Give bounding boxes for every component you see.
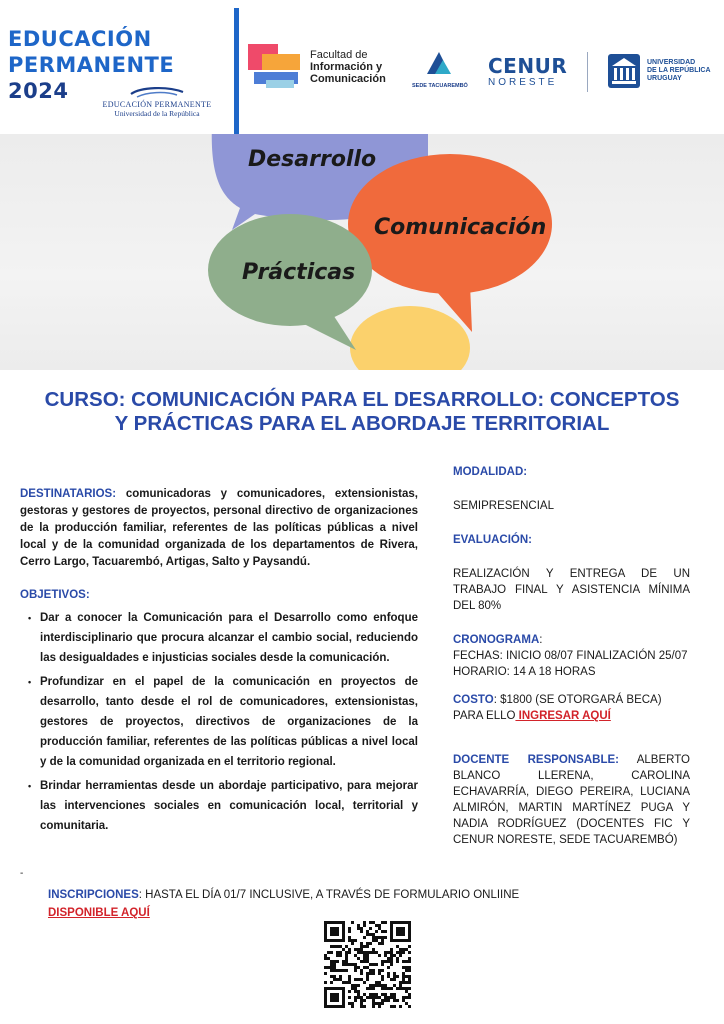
educacion-permanente-logo: EDUCACIÓN PERMANENTE Universidad de la República (98, 86, 216, 118)
horario: HORARIO: 14 A 18 HORAS (453, 666, 596, 678)
qr-code-icon[interactable] (324, 921, 411, 1008)
objetivos-label: OBJETIVOS: (20, 589, 90, 601)
list-item: • Profundizar en el papel de la comunicación en proyectos de desarrollo, tanto desde el rol de comunicadores, extensionistas, gestores de proyectos, directivos de organizaciones de la producción familiar, referentes de las políticas públicas a nivel local y de la comunidad organizada en el territorio regional. (40, 672, 418, 772)
costo-section (453, 692, 690, 724)
udelar-logo: UNIVERSIDAD DE LA REPÚBLICA URUGUAY (608, 54, 711, 88)
bubble-word-practicas: Prácticas (242, 260, 356, 285)
destinatarios (20, 486, 418, 571)
educacion-permanente-title: EDUCACIÓN PERMANENTE 2024 (8, 27, 175, 103)
logo-separator (587, 52, 588, 92)
disponible-aqui-link[interactable]: DISPONIBLE AQUÍ (48, 907, 150, 919)
inscripciones (48, 886, 519, 922)
ingresar-aqui-link[interactable]: INGRESAR AQUÍ (515, 710, 611, 722)
destinatarios-text: comunicadoras y comunicadores, extensionistas, gestoras y gestores de proyectos, personal directivo de organizaciones de la producción familiar, referentes de las políticas públicas a nivel local y de la comunidad organizada de los departamentos de Rivera, Cerro Largo, Tacuarembó, Artigas, Salto y Paysandú. (20, 488, 418, 568)
right-column (453, 464, 690, 860)
speech-bubbles-banner (0, 134, 724, 370)
objetivos-list (20, 608, 418, 836)
destinatarios-label: DESTINATARIOS: (20, 488, 117, 500)
evaluacion-label: EVALUACIÓN: (453, 534, 533, 546)
header-divider (234, 8, 239, 134)
evaluacion-value: REALIZACIÓN Y ENTREGA DE UN TRABAJO FINAL Y ASISTENCIA MÍNIMA DEL 80% (453, 568, 690, 612)
modalidad-value: SEMIPRESENCIAL (453, 500, 554, 512)
list-item: • Dar a conocer la Comunicación para el Desarrollo como enfoque interdisciplinario que procura alcanzar el cambio social, reduciendo las desigualdades e injusticias sociales desde la comunicación. (40, 608, 418, 668)
left-column (20, 486, 418, 840)
docente-section (453, 752, 690, 848)
speech-bubbles-illustration (0, 134, 724, 370)
sede-tacuarembo-logo: SEDE TACUAREMBÓ (412, 50, 464, 89)
sede-mountain-icon (423, 50, 453, 76)
fic-shapes-icon (248, 44, 302, 90)
list-item: • Brindar herramientas desde un abordaje participativo, para mejorar las intervenciones sociales en comunicación local, territorial y comunitaria. (40, 776, 418, 836)
fic-logo: Facultad de Información y Comunicación (248, 44, 386, 90)
bubble-word-desarrollo: Desarrollo (248, 147, 377, 172)
costo-label: COSTO (453, 694, 494, 706)
header (0, 0, 724, 134)
course-title: CURSO: COMUNICACIÓN PARA EL DESARROLLO: CONCEPTOS Y PRÁCTICAS PARA EL ABORDAJE TERRITORIAL (44, 388, 680, 435)
bubble-word-comunicacion: Comunicación (374, 215, 547, 240)
yellow-bubble-icon (350, 306, 470, 370)
modalidad-label: MODALIDAD: (453, 466, 528, 478)
modalidad-section (453, 464, 690, 514)
cenur-noreste-logo: CENUR NORESTE (488, 54, 568, 88)
cronograma-label: CRONOGRAMA (453, 634, 540, 646)
swirl-logo-icon (127, 86, 187, 100)
udelar-building-icon (608, 54, 640, 88)
fechas: FECHAS: INICIO 08/07 FINALIZACIÓN 25/07 (453, 650, 688, 662)
docente-label: DOCENTE RESPONSABLE: (453, 754, 619, 766)
inscripciones-label: INSCRIPCIONES (48, 889, 139, 901)
inscripciones-text: : HASTA EL DÍA 01/7 INCLUSIVE, A TRAVÉS DE FORMULARIO ONLIINE (138, 889, 520, 901)
cronograma-section: CRONOGRAMA: FECHAS: INICIO 08/07 FINALIZACIÓN 25/07 HORARIO: 14 A 18 HORAS (453, 632, 690, 680)
docente-value: ALBERTO BLANCO LLERENA, CAROLINA ECHAVARRÍA, DIEGO PEREIRA, LUCIANA ALMIRÓN, MARTIN MARTÍNEZ PUGA Y NADIA RODRÍGUEZ (DOCENTES FIC Y CENUR NORESTE, SEDE TACUAREMBÓ) (453, 754, 690, 846)
evaluacion-section (453, 532, 690, 614)
orange-bubble-icon (348, 154, 552, 332)
costo-value: : $1800 (SE OTORGARÁ BECA) PARA ELLO (453, 694, 662, 722)
stray-dash: - (20, 868, 24, 879)
